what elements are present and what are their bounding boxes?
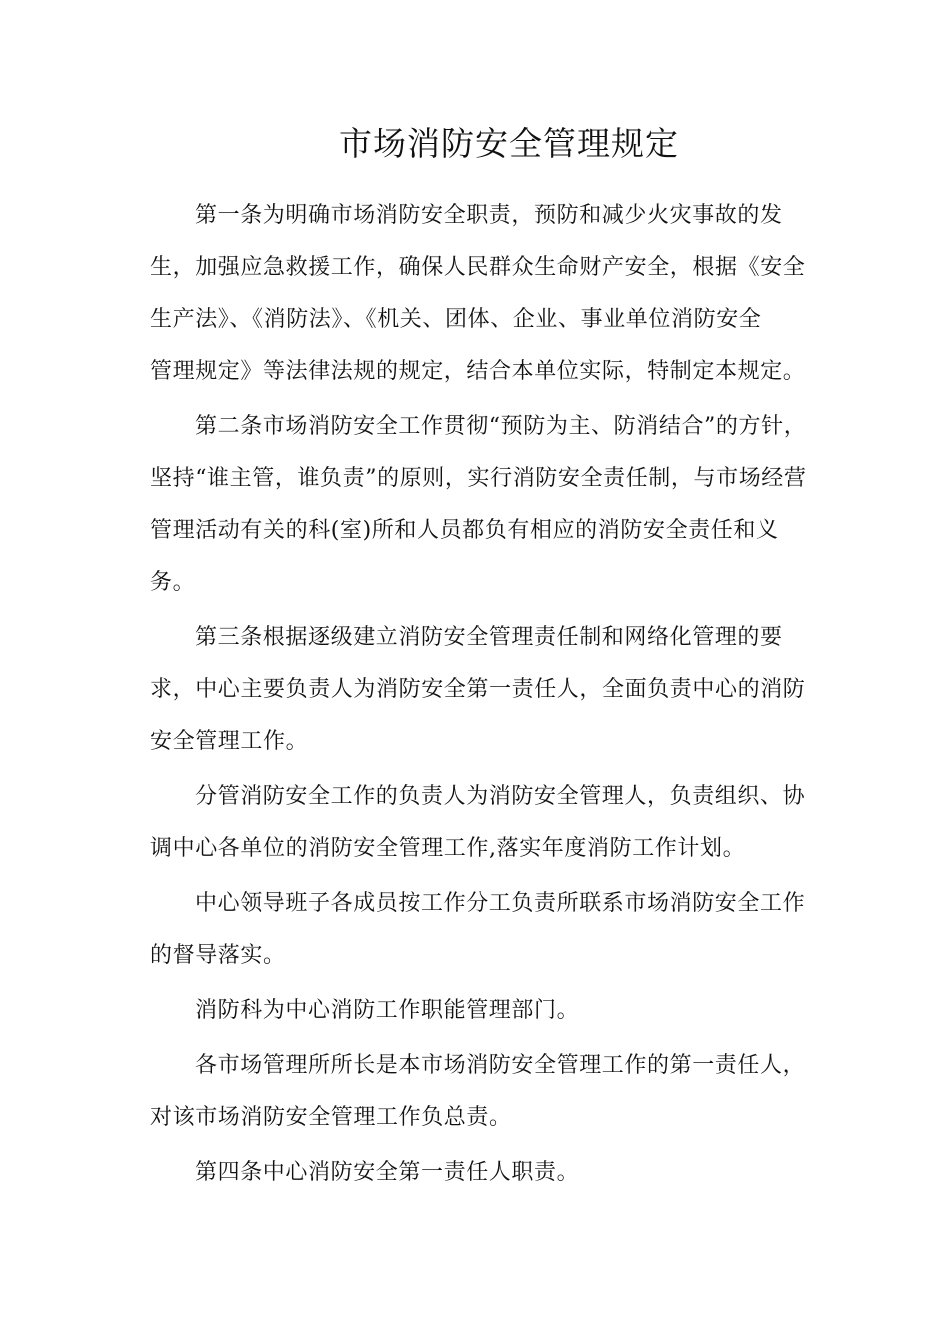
paragraph-line: 分管消防安全工作的负责人为消防安全管理人，负责组织、协: [195, 784, 806, 809]
document-title: 市场消防安全管理规定: [339, 124, 679, 163]
paragraph-line: 生产法》、《消防法》、《机关、团体、企业、事业单位消防安全: [150, 307, 762, 332]
paragraph-line: 的督导落实。: [150, 943, 286, 968]
paragraph-line: 中心领导班子各成员按工作分工负责所联系市场消防安全工作: [195, 891, 806, 916]
paragraph-leadership: [150, 878, 806, 982]
paragraph-line: 管理活动有关的科(室)所和人员都负有相应的消防安全责任和义: [150, 518, 779, 543]
paragraph-article-3: [150, 612, 806, 768]
paragraph-line: 调中心各单位的消防安全管理工作,落实年度消防工作计划。: [150, 836, 746, 861]
paragraph-line: 第三条根据逐级建立消防安全管理责任制和网络化管理的要: [195, 625, 783, 650]
paragraph-line: 第一条为明确市场消防安全职责，预防和减少火灾事故的发: [195, 203, 783, 228]
paragraph-safety-manager: [150, 771, 806, 875]
paragraph-line: 安全管理工作。: [150, 729, 309, 754]
document-body: [150, 190, 807, 1202]
paragraph-line: 消防科为中心消防工作职能管理部门。: [195, 998, 580, 1023]
paragraph-article-4: [150, 1147, 800, 1199]
paragraph-article-1: [150, 190, 806, 398]
paragraph-market-directors: [150, 1040, 806, 1144]
paragraph-line: 务。: [150, 570, 196, 595]
paragraph-line: 管理规定》等法律法规的规定，结合本单位实际，特制定本规定。: [150, 359, 806, 384]
paragraph-article-2: [150, 401, 807, 609]
paragraph-line: 坚持“谁主管，谁负责”的原则，实行消防安全责任制，与市场经营: [150, 466, 807, 491]
paragraph-line: 第二条市场消防安全工作贯彻“预防为主、防消结合”的方针，: [195, 414, 807, 439]
paragraph-line: 生，加强应急救援工作，确保人民群众生命财产安全，根据《安全: [150, 255, 806, 280]
paragraph-line: 对该市场消防安全管理工作负总责。: [150, 1105, 512, 1130]
paragraph-line: 第四条中心消防安全第一责任人职责。: [195, 1160, 580, 1185]
paragraph-line: 各市场管理所所长是本市场消防安全管理工作的第一责任人，: [195, 1053, 806, 1078]
paragraph-line: 求，中心主要负责人为消防安全第一责任人，全面负责中心的消防: [150, 677, 806, 702]
paragraph-fire-department: [150, 985, 800, 1037]
